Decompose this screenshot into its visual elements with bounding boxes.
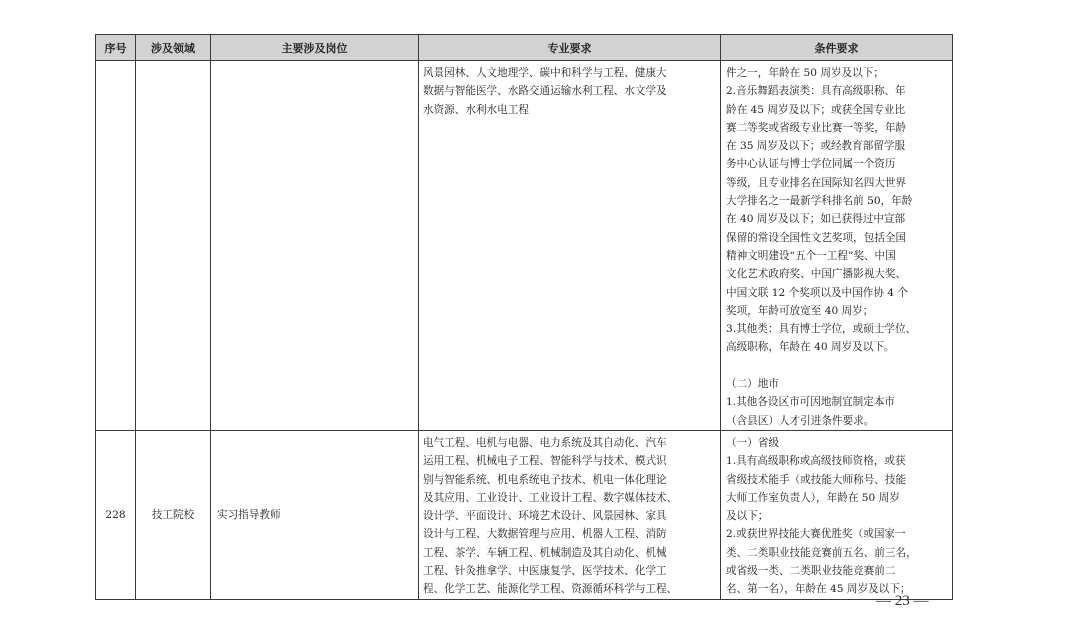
row-major-cell: [419, 430, 721, 599]
major-text-line: 数据与智能医学、水路交通运输水利工程、水文学及: [423, 85, 667, 98]
major-text-line: 设计与工程、大数据管理与应用、机器人工程、消防: [423, 528, 667, 541]
condition-text-line: 及以下；: [726, 510, 769, 523]
table-row: [96, 61, 953, 431]
condition-text-line: 龄在 45 周岁及以下；或获全国专业比: [726, 103, 906, 116]
condition-text-line: 省级技术能手（或技能大师称号、技能: [726, 473, 907, 486]
row-condition-cell: [721, 61, 953, 431]
condition-text-line: 中国文联 12 个奖项以及中国作协 4 个: [726, 286, 909, 299]
row-post-cell: 实习指导教师: [211, 430, 419, 599]
condition-text-line: 件之一，年龄在 50 周岁及以下；: [726, 67, 884, 79]
requirements-table: [95, 34, 953, 600]
table-row: [96, 430, 953, 599]
major-text-line: 风景园林、人文地理学、碳中和科学与工程、健康大: [423, 67, 667, 79]
condition-text-line: 文化艺术政府奖、中国广播影视大奖、: [726, 268, 907, 281]
condition-text-line: （含县区）人才引进条件要求。: [726, 414, 875, 427]
major-text-line: 工程、茶学、车辆工程、机械制造及其自动化、机械: [423, 546, 667, 559]
condition-text-line: 大学排名之一最新学科排名前 50，年龄: [726, 195, 913, 208]
condition-text-line: [726, 357, 952, 375]
major-text-line: 别与智能系统、机电系统电子技术、机电一体化理论: [423, 473, 667, 486]
header-major: 专业要求: [419, 35, 721, 61]
condition-text-line: 或省级一类、二类职业技能竞赛前二: [726, 565, 896, 578]
condition-text-line: （二）地市: [726, 378, 779, 391]
major-text-line: 电气工程、电机与电器、电力系统及其自动化、汽车: [423, 436, 667, 449]
major-text-line: 工程、针灸推拿学、中医康复学、医学技术、化学工: [423, 565, 667, 578]
condition-text-line: 在 40 周岁及以下；如已获得过中宣部: [726, 213, 906, 226]
header-field: 涉及领域: [136, 35, 211, 61]
row-number-cell: [96, 61, 136, 431]
condition-text-line: 等级，且专业排名在国际知名四大世界: [726, 176, 907, 189]
condition-text-line: 类、二类职业技能竞赛前五名、前三名，: [726, 546, 917, 559]
condition-text-line: （一）省级: [726, 436, 779, 449]
condition-text-line: 名、第一名），年龄在 45 周岁及以下；: [726, 583, 911, 596]
condition-text-line: 2.或获世界技能大赛优胜奖（或国家一: [726, 528, 906, 541]
row-condition-cell: [721, 430, 953, 599]
condition-text-line: 2.音乐舞蹈表演类：具有高级职称、年: [726, 85, 906, 98]
page-number: — 23 —: [876, 593, 929, 609]
row-field-cell: [136, 61, 211, 431]
condition-text-line: 高级职称，年龄在 40 周岁及以下。: [726, 341, 895, 354]
condition-text-line: 在 35 周岁及以下；或经教育部留学服: [726, 140, 906, 153]
condition-text-line: 精神文明建设“五个一工程”奖、中国: [726, 249, 896, 262]
condition-text-line: 务中心认证与博士学位同属一个资历: [726, 158, 896, 171]
condition-text-line: 保留的常设全国性文艺奖项，包括全国: [726, 231, 907, 244]
major-text-line: 及其应用、工业设计、工业设计工程、数字媒体技术、: [423, 491, 678, 504]
condition-text-line: 赛二等奖或省级专业比赛一等奖，年龄: [726, 121, 907, 134]
header-post: 主要涉及岗位: [211, 35, 419, 61]
header-condition: 条件要求: [721, 35, 953, 61]
table-header-row: [96, 35, 953, 61]
talent-requirements-table-page: [95, 34, 953, 600]
row-field-cell: 技工院校: [136, 430, 211, 599]
row-post-cell: [211, 61, 419, 431]
major-text-line: 程、化学工艺、能源化学工程、资源循环科学与工程、: [423, 583, 678, 596]
condition-text-line: 1.其他各设区市可因地制宜制定本市: [726, 396, 896, 409]
condition-text-line: 奖项，年龄可放宽至 40 周岁；: [726, 304, 874, 317]
condition-text-line: 1.具有高级职称或高级技师资格，或获: [726, 455, 906, 468]
condition-text-line: 3.其他类：具有博士学位，或硕士学位、: [726, 323, 917, 336]
major-text-line: 运用工程、机械电子工程、智能科学与技术、模式识: [423, 455, 667, 468]
header-number: 序号: [96, 35, 136, 61]
major-text-line: 水资源、水利水电工程: [423, 103, 529, 116]
row-number-cell: 228: [96, 430, 136, 599]
row-major-cell: [419, 61, 721, 431]
major-text-line: 设计学、平面设计、环境艺术设计、风景园林、家具: [423, 510, 667, 523]
condition-text-line: 大师工作室负责人），年龄在 50 周岁: [726, 491, 900, 504]
